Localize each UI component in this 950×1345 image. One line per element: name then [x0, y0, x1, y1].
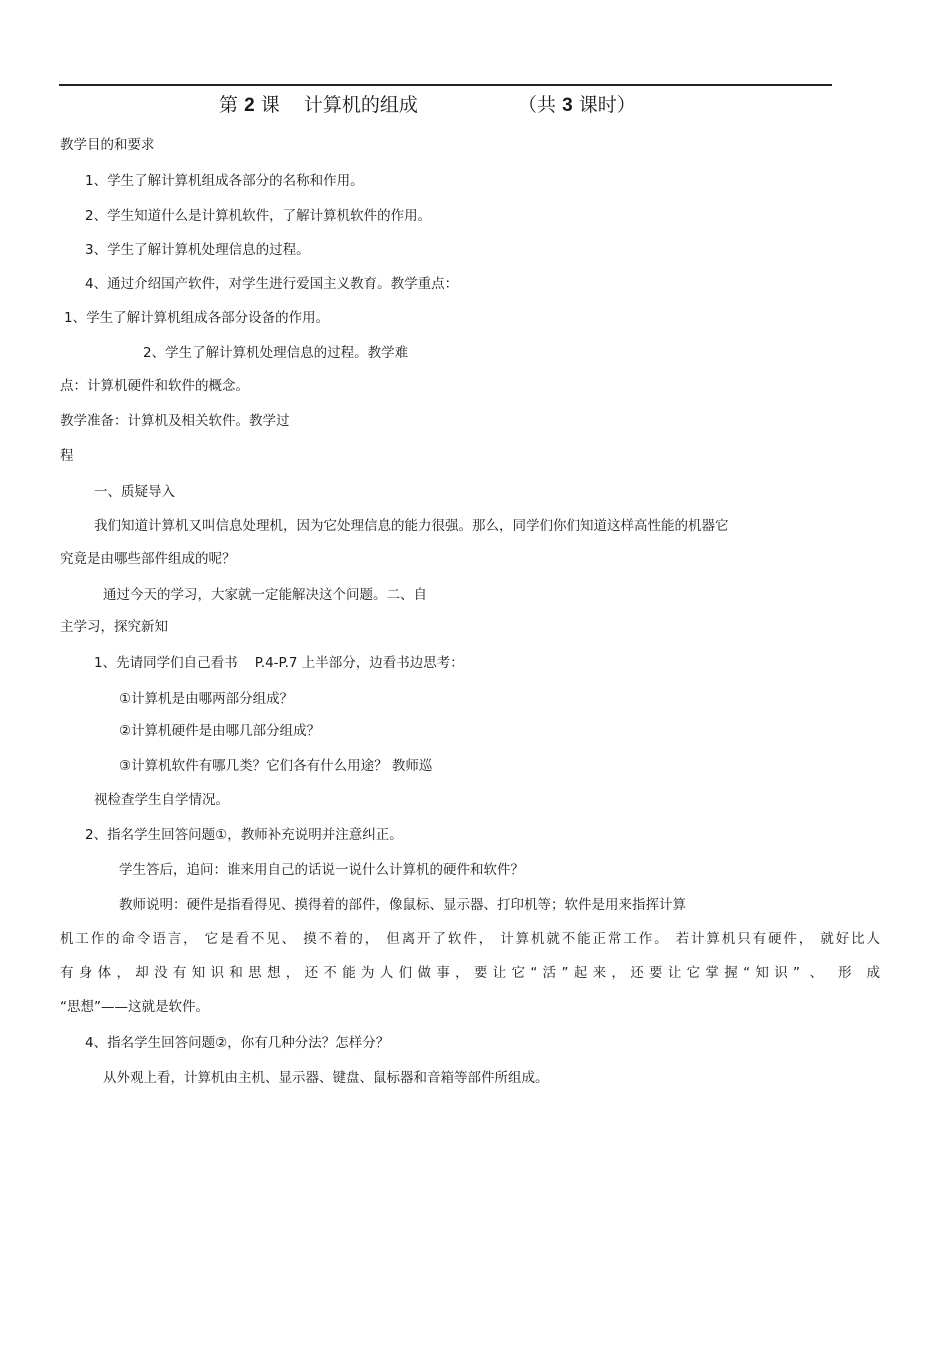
- difficulty-line: 点：计算机硬件和软件的概念。: [60, 378, 249, 394]
- process-line: 程: [60, 448, 74, 464]
- preparation-line: 教学准备：计算机及相关软件。教学过: [60, 413, 290, 429]
- task-item: 4、指名学生回答问题②，你有几种分法？怎样分？: [85, 1035, 390, 1051]
- objective-item: 2、学生知道什么是计算机软件，了解计算机软件的作用。: [85, 208, 432, 224]
- hours-open: （共: [518, 94, 557, 116]
- question-item: ③计算机软件有哪几类？它们各有什么用途？ 教师巡: [119, 758, 433, 774]
- paragraph-line: 学生答后，追问：谁来用自己的话说一说什么计算机的硬件和软件？: [119, 862, 524, 878]
- header-rule: [59, 84, 832, 86]
- lesson-heading: [219, 92, 418, 119]
- paragraph-line: 究竟是由哪些部件组成的呢？: [60, 551, 236, 567]
- objective-item: 1、学生了解计算机组成各部分的名称和作用。: [85, 173, 364, 189]
- key-point-item: 1、学生了解计算机组成各部分设备的作用。: [64, 310, 330, 326]
- task-item: 1、先请同学们自己看书 P.4-P.7 上半部分，边看书边思考：: [94, 655, 464, 671]
- paragraph-line: 通过今天的学习，大家就一定能解决这个问题。二、自: [103, 587, 427, 603]
- key-point-item: 2、学生了解计算机处理信息的过程。教学难: [143, 345, 409, 361]
- objective-item: 3、学生了解计算机处理信息的过程。: [85, 242, 310, 258]
- paragraph-line: 教师说明：硬件是指看得见、摸得着的部件，像鼠标、显示器、打印机等；软件是用来指挥计算: [119, 897, 686, 913]
- hours-number: 3: [562, 95, 573, 116]
- lesson-number: 2: [244, 95, 255, 116]
- question-item: ②计算机硬件是由哪几部分组成？: [119, 723, 321, 739]
- paragraph-line: “思想”——这就是软件。: [60, 999, 209, 1015]
- lesson-prefix: 第: [219, 94, 239, 116]
- lesson-hours: [518, 92, 636, 119]
- task-item: 2、指名学生回答问题①，教师补充说明并注意纠正。: [85, 827, 403, 843]
- lesson-title: 计算机的组成: [303, 94, 418, 116]
- lesson-suffix: 课: [260, 94, 280, 116]
- objective-item: 4、通过介绍国产软件，对学生进行爱国主义教育。教学重点：: [85, 276, 459, 292]
- section-heading-intro: 一、质疑导入: [94, 484, 175, 500]
- paragraph-line: 有身体，却没有知识和思想，还不能为人们做事，要让它“活”起来，还要让它掌握“知识” 、 形 成: [60, 965, 880, 981]
- hours-close: 课时）: [578, 94, 636, 116]
- paragraph-line: 从外观上看，计算机由主机、显示器、键盘、鼠标器和音箱等部件所组成。: [103, 1070, 549, 1086]
- paragraph-line: 机工作的命令语言， 它是看不见、 摸不着的， 但离开了软件， 计算机就不能正常工作。 若计算机只有硬件， 就好比人: [60, 931, 880, 947]
- paragraph-line: 视检查学生自学情况。: [94, 792, 229, 808]
- question-item: ①计算机是由哪两部分组成？: [119, 691, 294, 707]
- paragraph-line: 我们知道计算机又叫信息处理机，因为它处理信息的能力很强。那么，同学们你们知道这样高性能的机器它: [94, 518, 729, 534]
- paragraph-line: 主学习，探究新知: [60, 619, 168, 635]
- section-heading-objectives: 教学目的和要求: [60, 137, 155, 153]
